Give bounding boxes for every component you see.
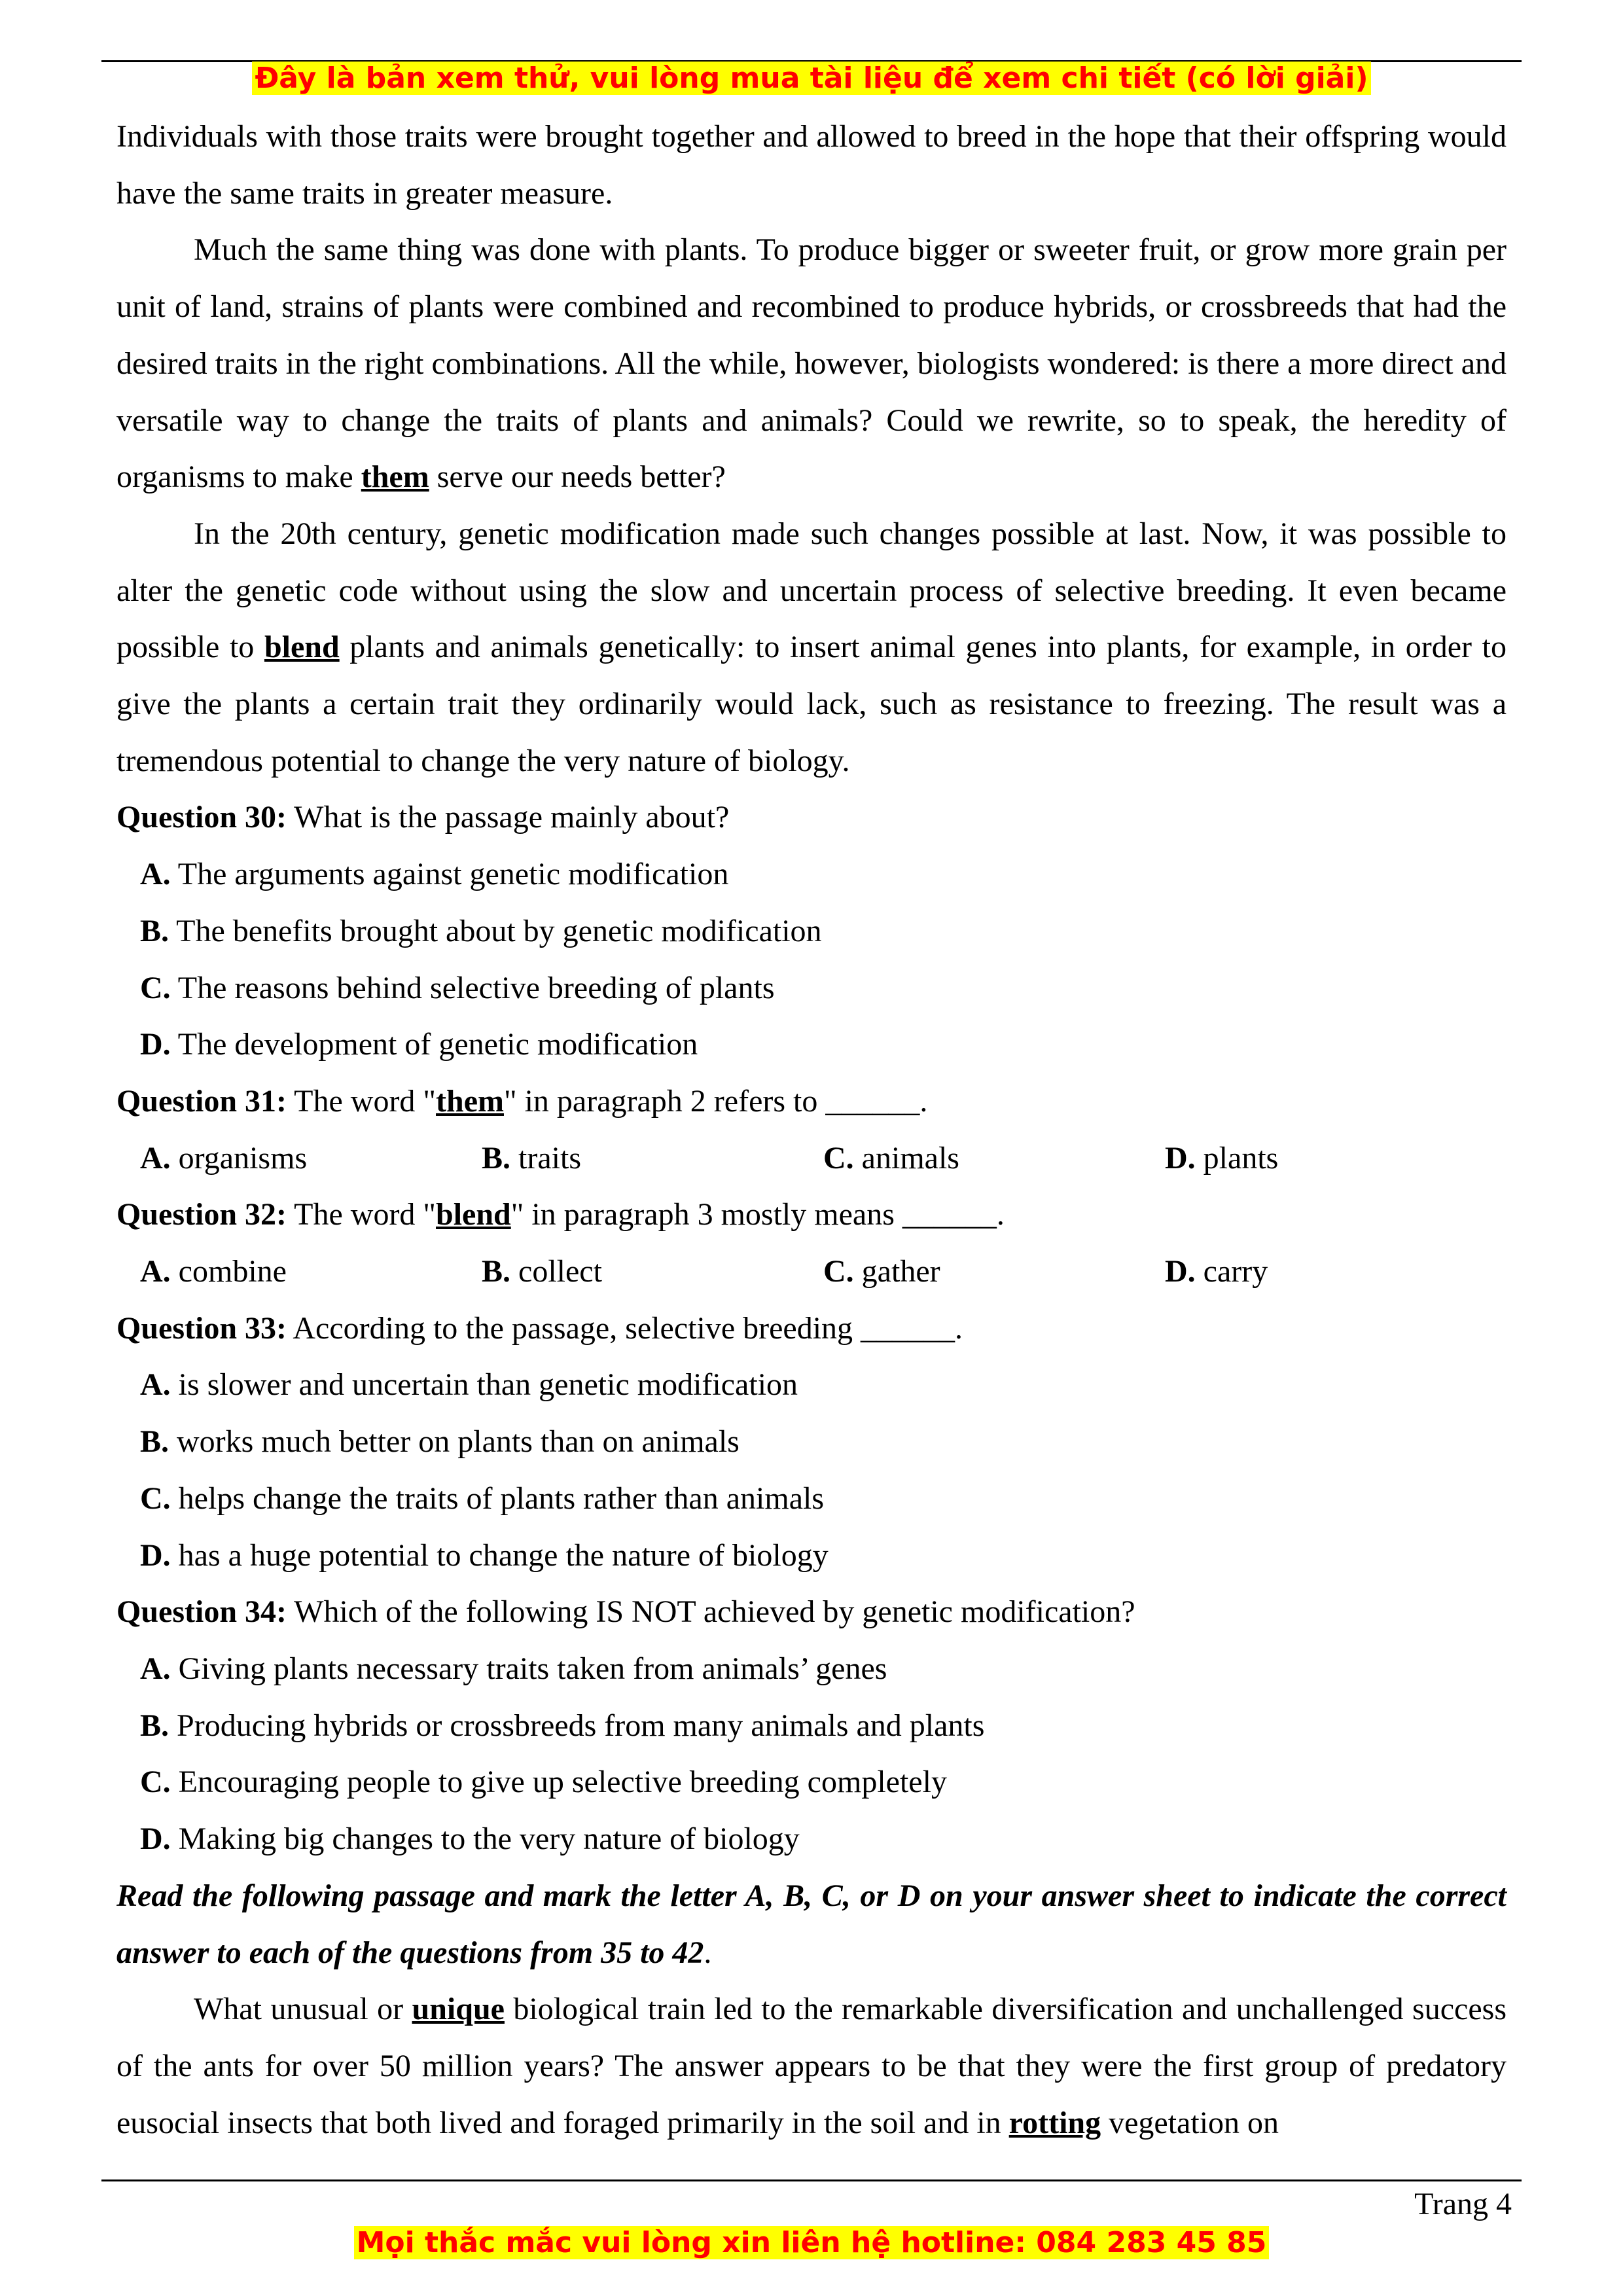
passage-2-paragraph-1 <box>116 1981 1507 2151</box>
question-text-end: " in paragraph 3 mostly means ______. <box>510 1197 1005 1232</box>
q30-option-d <box>116 1016 1507 1073</box>
option-letter: B. <box>140 913 169 948</box>
header-banner <box>0 59 1623 98</box>
option-text: has a huge potential to change the nature of biology <box>170 1537 829 1573</box>
q34-option-c <box>116 1754 1507 1811</box>
q33-option-d <box>116 1528 1507 1585</box>
q33-option-c <box>116 1471 1507 1528</box>
option-text: collect <box>510 1254 602 1289</box>
instruction-text: Read the following passage and mark the letter A, B, C, or D on your answer sheet to indicate the correct answer to each of the questions from 35 to 42 <box>116 1878 1507 1970</box>
q30-option-b <box>116 903 1507 960</box>
instruction-period: . <box>704 1935 712 1970</box>
q32-option-d <box>1165 1244 1507 1300</box>
question-keyword: blend <box>436 1197 511 1232</box>
option-text: organisms <box>170 1140 308 1175</box>
option-text: helps change the traits of plants rather than animals <box>170 1480 825 1516</box>
passage-paragraph-2 <box>116 222 1507 506</box>
q32-option-b <box>482 1244 823 1300</box>
section-instruction <box>116 1868 1507 1981</box>
question-text: According to the passage, selective breeding ______. <box>287 1310 963 1346</box>
question-text-end: " in paragraph 2 refers to ______. <box>503 1083 928 1119</box>
option-letter: C. <box>823 1140 854 1175</box>
paragraph-2-text-end: serve our needs better? <box>429 459 726 495</box>
passage-2-text-middle: biological train led to the remarkable diversification and unchallenged success of the ants for over 50 million years? The answer appears to be that they were the first group of predatory eusocial insects that both lived and foraged primarily in the soil and in <box>116 1992 1507 2140</box>
option-letter: C. <box>140 970 171 1005</box>
question-33 <box>116 1300 1507 1357</box>
option-letter: B. <box>140 1424 169 1460</box>
option-text: Encouraging people to give up selective breeding completely <box>170 1765 947 1800</box>
option-text: works much better on plants than on animals <box>169 1424 740 1460</box>
option-letter: C. <box>140 1765 171 1800</box>
q32-options <box>116 1244 1507 1300</box>
paragraph-2-text: Much the same thing was done with plants. To produce bigger or sweeter fruit, or grow more grain per unit of land, strains of plants were combined and recombined to produce hybrids, or crossbreeds that had the desired traits in the right combinations. All the while, however, biologists wondered: is there a more direct and versatile way to change the traits of plants and animals? Could we rewrite, so to speak, the heredity of organisms to make <box>116 232 1507 495</box>
document-body <box>116 109 1507 2151</box>
question-34 <box>116 1584 1507 1641</box>
option-letter: C. <box>140 1480 171 1516</box>
paragraph-3-text: In the 20th century, genetic modification made such changes possible at last. Now, it was possible to alter the genetic code without using the slow and uncertain process of selective breeding. It even became possible to <box>116 516 1507 665</box>
option-text: combine <box>170 1254 287 1289</box>
question-label: Question 30: <box>116 800 287 835</box>
q30-option-c <box>116 960 1507 1017</box>
option-text: gather <box>853 1254 940 1289</box>
option-text: The reasons behind selective breeding of plants <box>170 970 775 1005</box>
option-letter: B. <box>140 1708 169 1743</box>
option-text: Producing hybrids or crossbreeds from many animals and plants <box>169 1708 985 1743</box>
question-label: Question 34: <box>116 1594 287 1630</box>
option-letter: D. <box>1165 1140 1196 1175</box>
footer-banner <box>0 2223 1623 2263</box>
passage-2-text-end: vegetation on <box>1101 2105 1279 2140</box>
option-letter: C. <box>823 1254 854 1289</box>
option-letter: D. <box>140 1821 171 1857</box>
option-text: The arguments against genetic modification <box>170 857 729 892</box>
question-text: The word " <box>287 1197 437 1232</box>
option-text: is slower and uncertain than genetic modification <box>170 1367 798 1403</box>
option-letter: A. <box>140 1651 171 1686</box>
q34-option-b <box>116 1698 1507 1755</box>
q31-options <box>116 1130 1507 1187</box>
keyword-them: them <box>361 459 429 495</box>
question-text: The word " <box>287 1083 437 1119</box>
question-label: Question 31: <box>116 1083 287 1119</box>
q31-option-a <box>140 1130 482 1187</box>
question-keyword: them <box>436 1083 504 1119</box>
option-letter: D. <box>1165 1254 1196 1289</box>
option-letter: A. <box>140 1254 171 1289</box>
footer-rule <box>101 2179 1522 2181</box>
passage-paragraph-1: Individuals with those traits were brought together and allowed to breed in the hope that their offspring would have the same traits in greater measure. <box>116 119 1507 211</box>
passage-paragraph-3 <box>116 506 1507 790</box>
q34-option-a <box>116 1641 1507 1698</box>
option-letter: D. <box>140 1537 171 1573</box>
option-letter: D. <box>140 1027 171 1062</box>
page-number: Trang 4 <box>1414 2187 1512 2221</box>
question-label: Question 32: <box>116 1197 287 1232</box>
option-letter: A. <box>140 1140 171 1175</box>
q32-option-c <box>823 1244 1165 1300</box>
passage-2-text: What unusual or <box>194 1992 412 2027</box>
q32-option-a <box>140 1244 482 1300</box>
header-banner-text: Đây là bản xem thử, vui lòng mua tài liệu để xem chi tiết (có lời giải) <box>252 62 1370 95</box>
option-text: plants <box>1195 1140 1279 1175</box>
q33-option-b <box>116 1414 1507 1471</box>
q31-option-b <box>482 1130 823 1187</box>
option-text: The benefits brought about by genetic modification <box>169 913 822 948</box>
paragraph-3-text-end: plants and animals genetically: to insert animal genes into plants, for example, in order to give the plants a certain trait they ordinarily would lack, such as resistance to freezing. The result was a tremendous potential to change the very nature of biology. <box>116 630 1507 778</box>
q31-option-c <box>823 1130 1165 1187</box>
option-text: Giving plants necessary traits taken from animals’ genes <box>170 1651 887 1686</box>
footer-banner-text: Mọi thắc mắc vui lòng xin liên hệ hotline: 084 283 45 85 <box>354 2226 1270 2259</box>
q30-option-a <box>116 846 1507 903</box>
option-letter: B. <box>482 1254 511 1289</box>
question-text: What is the passage mainly about? <box>287 800 730 835</box>
option-text: traits <box>510 1140 581 1175</box>
question-32 <box>116 1187 1507 1244</box>
option-text: carry <box>1195 1254 1268 1289</box>
question-label: Question 33: <box>116 1310 287 1346</box>
question-30 <box>116 789 1507 846</box>
option-text: Making big changes to the very nature of biology <box>170 1821 800 1857</box>
question-text: Which of the following IS NOT achieved by genetic modification? <box>287 1594 1135 1630</box>
q31-option-d <box>1165 1130 1507 1187</box>
option-letter: A. <box>140 1367 171 1403</box>
keyword-unique: unique <box>412 1992 505 2027</box>
q34-option-d <box>116 1811 1507 1868</box>
question-31 <box>116 1073 1507 1130</box>
option-letter: B. <box>482 1140 511 1175</box>
option-letter: A. <box>140 857 171 892</box>
keyword-rotting: rotting <box>1008 2105 1101 2140</box>
option-text: animals <box>853 1140 959 1175</box>
q33-option-a <box>116 1357 1507 1414</box>
option-text: The development of genetic modification <box>170 1027 698 1062</box>
keyword-blend: blend <box>264 630 340 665</box>
